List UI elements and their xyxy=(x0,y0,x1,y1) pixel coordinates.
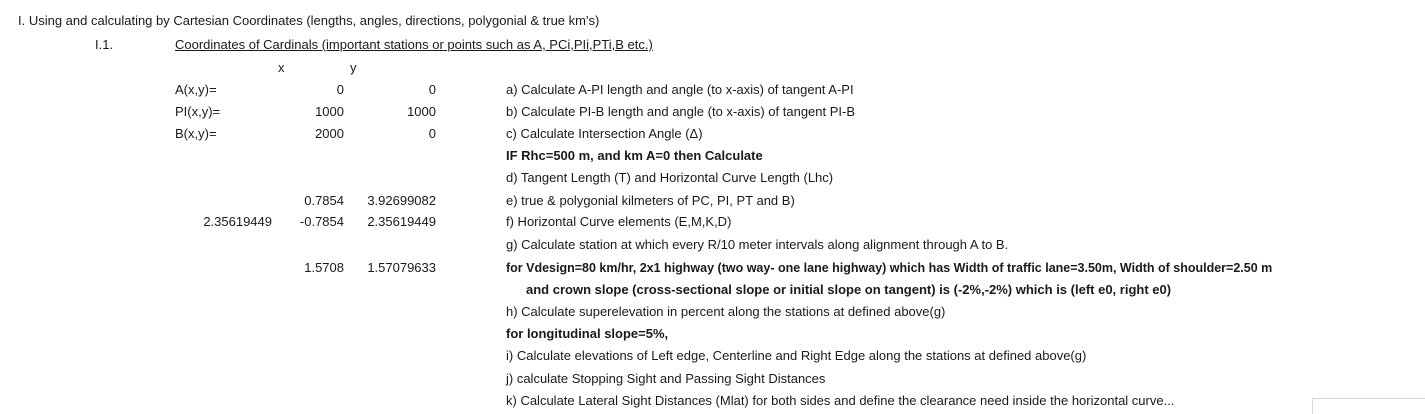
task-item: h) Calculate superelevation in percent along the stations at defined above(g) xyxy=(506,304,946,319)
task-condition: for longitudinal slope=5%, xyxy=(506,326,669,341)
task-item: e) true & polygonial kilmeters of PC, PI, PT and B) xyxy=(506,193,795,208)
point-a-y: 0 xyxy=(428,82,436,97)
task-condition: and crown slope (cross-sectional slope or initial slope on tangent) is (-2%,-2%) which is (left e0, right e0) xyxy=(526,282,1172,297)
subsection-number: I.1. xyxy=(95,37,114,52)
point-pi-x: 1000 xyxy=(315,104,344,119)
point-a-x: 0 xyxy=(336,82,344,97)
cell-border-fragment xyxy=(1312,398,1425,414)
section-heading: I. Using and calculating by Cartesian Coordinates (lengths, angles, directions, polygonial & true km's) xyxy=(18,13,600,28)
point-label-a: A(x,y)= xyxy=(175,82,217,97)
calc-value: 0.7854 xyxy=(304,193,344,208)
column-header-y: y xyxy=(350,60,357,75)
task-item: i) Calculate elevations of Left edge, Centerline and Right Edge along the stations at defined above(g) xyxy=(506,348,1087,363)
task-item: k) Calculate Lateral Sight Distances (Mlat) for both sides and define the clearance need inside the horizontal curve... xyxy=(506,393,1175,408)
point-b-y: 0 xyxy=(428,126,436,141)
task-condition: for Vdesign=80 km/hr, 2x1 highway (two way- one lane highway) which has Width of traffic lane=3.50m, Width of shoulder=2.50 m xyxy=(506,261,1273,275)
point-label-pi: PI(x,y)= xyxy=(175,104,221,119)
calc-value: -0.7854 xyxy=(299,214,344,229)
task-item: c) Calculate Intersection Angle (Δ) xyxy=(506,126,703,141)
calc-value: 2.35619449 xyxy=(367,214,436,229)
task-item: b) Calculate PI-B length and angle (to x-axis) of tangent PI-B xyxy=(506,104,856,119)
task-item: a) Calculate A-PI length and angle (to x-axis) of tangent A-PI xyxy=(506,82,854,97)
point-pi-y: 1000 xyxy=(407,104,436,119)
task-item: g) Calculate station at which every R/10 meter intervals along alignment through A to B. xyxy=(506,237,1009,252)
task-item: j) calculate Stopping Sight and Passing Sight Distances xyxy=(506,371,826,386)
calc-value: 1.57079633 xyxy=(367,260,436,275)
point-label-b: B(x,y)= xyxy=(175,126,217,141)
point-b-x: 2000 xyxy=(315,126,344,141)
column-header-x: x xyxy=(278,60,285,75)
task-item: d) Tangent Length (T) and Horizontal Curve Length (Lhc) xyxy=(506,170,834,185)
task-item: f) Horizontal Curve elements (E,M,K,D) xyxy=(506,214,732,229)
subsection-title: Coordinates of Cardinals (important stations or points such as A, PCi,PIi,PTi,B etc.) xyxy=(175,37,653,52)
calc-value: 2.35619449 xyxy=(203,214,272,229)
calc-value: 1.5708 xyxy=(304,260,344,275)
task-condition: IF Rhc=500 m, and km A=0 then Calculate xyxy=(506,148,763,163)
calc-value: 3.92699082 xyxy=(367,193,436,208)
